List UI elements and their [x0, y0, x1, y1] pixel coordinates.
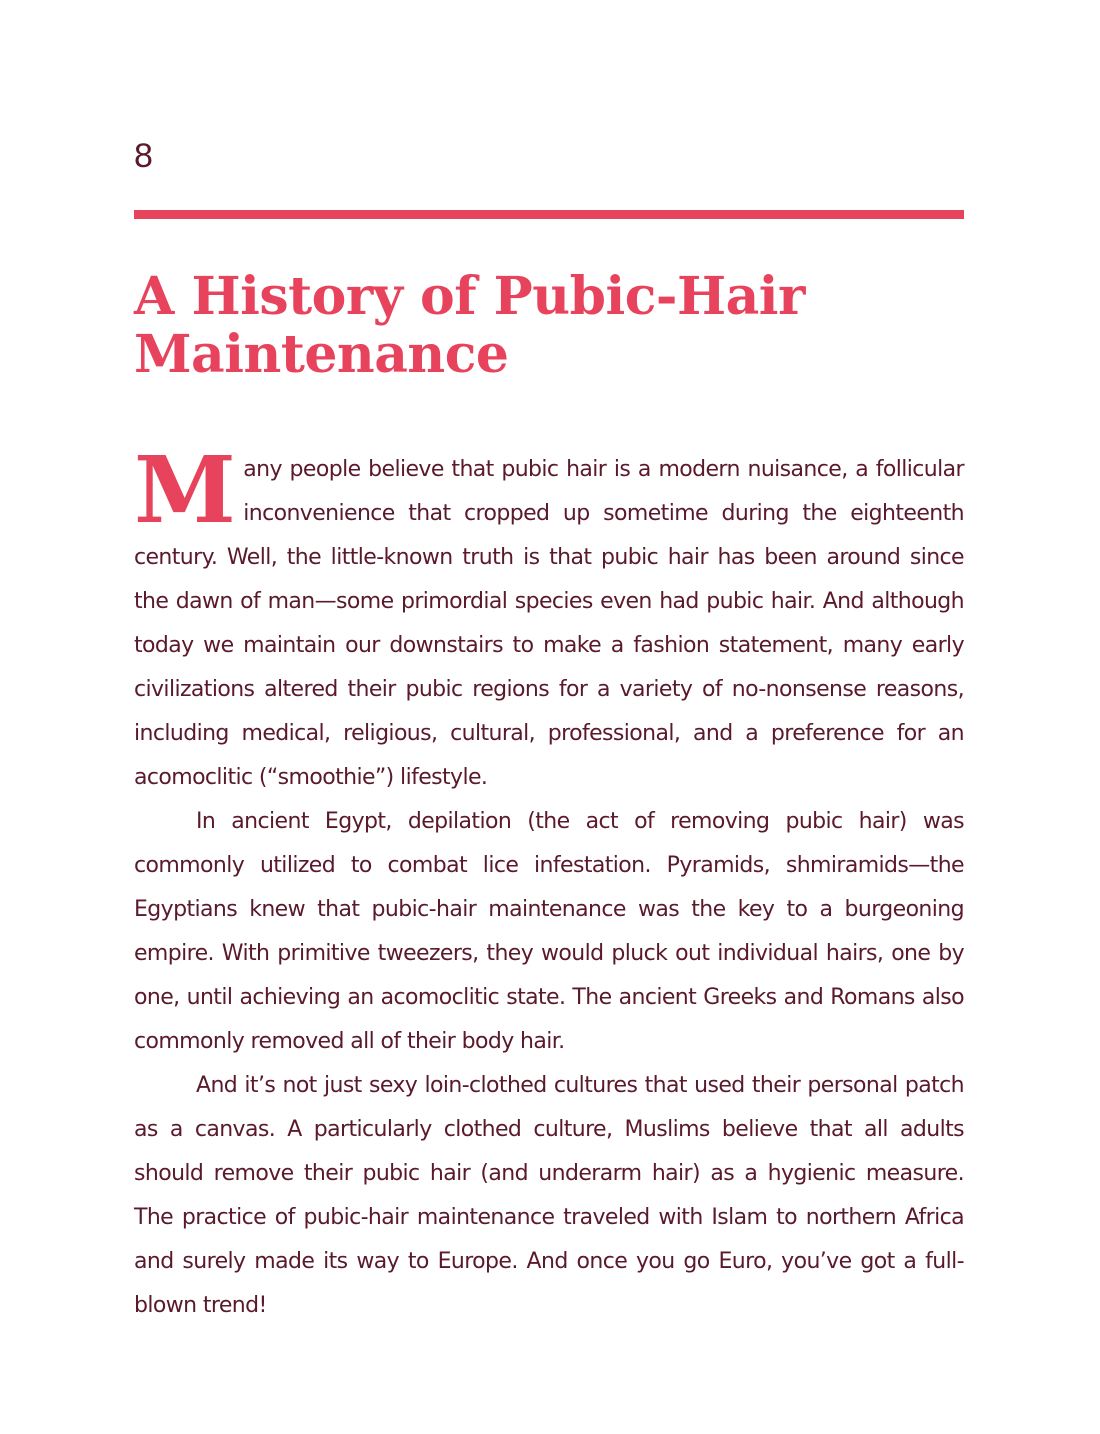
body-text	[134, 436, 964, 1328]
paragraph	[134, 1064, 964, 1328]
title-rule	[134, 210, 964, 219]
paragraph	[134, 436, 964, 800]
page-number: 8	[134, 137, 153, 175]
paragraph-text: And it’s not just sexy loin-clothed cultures that used their personal patch as a canvas. A particularly clothed culture, Muslims believe that all adults should remove their pubic hair (and underarm hair) as a hygienic measure. The practice of pubic-hair maintenance traveled with Islam to northern Africa and surely made its way to Europe. And once you go Euro, you’ve got a full-blown trend!	[134, 1073, 964, 1318]
chapter-title: A History of Pubic-Hair Maintenance	[134, 266, 805, 385]
paragraph	[134, 800, 964, 1064]
paragraph-text: In ancient Egypt, depilation (the act of removing pubic hair) was commonly utilized to combat lice infestation. Pyramids, shmiramids—the Egyptians knew that pubic-hair maintenance was the key to a burgeoning empire. With primitive tweezers, they would pluck out individual hairs, one by one, until achieving an acomoclitic state. The ancient Greeks and Romans also commonly removed all of their body hair.	[134, 809, 964, 1054]
paragraph-text: any people believe that pubic hair is a modern nuisance, a follicular inconvenience that cropped up sometime during the eighteenth century. Well, the little-known truth is that pubic hair has been around since the dawn of man—some primordial species even had pubic hair. And although today we maintain our downstairs to make a fashion statement, many early civilizations altered their pubic regions for a variety of no-nonsense reasons, including medical, religious, cultural, professional, and a preference for an acomoclitic (“smoothie”) lifestyle.	[134, 457, 964, 790]
drop-cap: M	[134, 436, 236, 544]
